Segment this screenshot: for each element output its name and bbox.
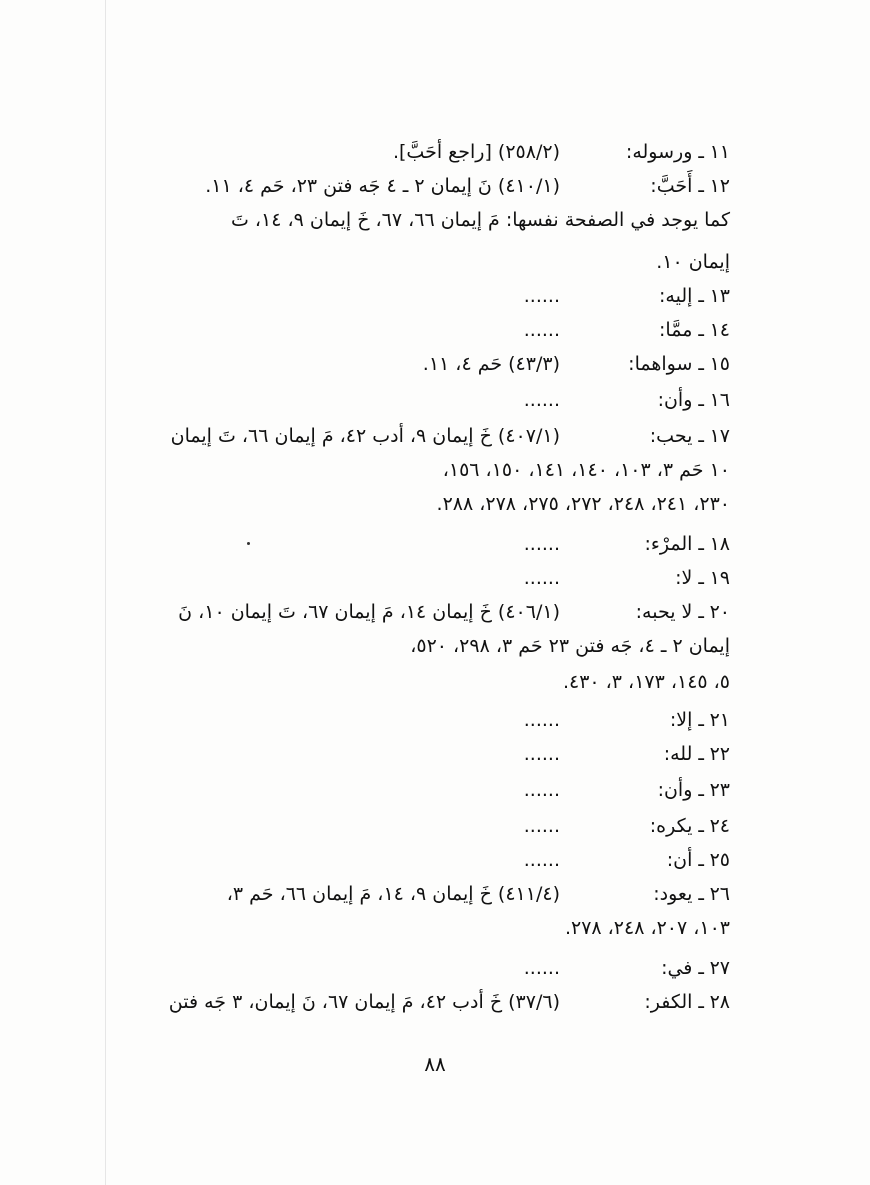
entry-number: ١٦	[709, 389, 730, 411]
entry-row	[130, 530, 730, 558]
stray-dot-mark	[247, 542, 250, 545]
entry-reference: (٤٣/٣) حَم ٤، ١١.	[422, 353, 560, 375]
entry-reference: (٣٧/٦) خَ أدب ٤٢، مَ إيمان ٦٧، نَ إيمان، ٣ جَه فتن	[168, 991, 560, 1013]
entry-row	[130, 988, 730, 1016]
entry-row	[130, 386, 730, 414]
entry-term: ـ لا يحبه:	[635, 601, 704, 623]
entry-continuation: ١٠ حَم ٣، ١٠٣، ١٤٠، ١٤١، ١٥٠، ١٥٦،	[442, 459, 730, 481]
entry-reference: (٢٥٨/٢) [راجع أحَبَّ].	[392, 141, 560, 163]
entry-reference: ......	[523, 389, 560, 411]
entry-reference: (٤٠٧/١) خَ إيمان ٩، أدب ٤٢، مَ إيمان ٦٦، تَ إيمان	[170, 425, 560, 447]
page-number: ٨٨	[424, 1052, 446, 1076]
entry-reference: (٤١١/٤) خَ إيمان ٩، ١٤، مَ إيمان ٦٦، حَم ٣،	[226, 883, 560, 905]
entry-term: ـ أن:	[666, 849, 704, 871]
entry-term: ـ لله:	[663, 743, 704, 765]
entry-number: ٢٣	[709, 779, 730, 801]
entry-row	[130, 776, 730, 804]
entry-number: ٢٧	[709, 957, 730, 979]
entry-number: ١٢	[709, 175, 730, 197]
entry-reference: ......	[523, 743, 560, 765]
entry-row	[130, 706, 730, 734]
entry-number: ١١	[709, 141, 730, 163]
entry-number: ٢٢	[709, 743, 730, 765]
entry-row	[130, 564, 730, 592]
entry-reference: ......	[523, 285, 560, 307]
entry-reference: ......	[523, 815, 560, 837]
entry-term: ـ إليه:	[659, 285, 704, 307]
entry-term: ـ وأن:	[657, 389, 704, 411]
entry-row	[130, 812, 730, 840]
entry-row	[130, 172, 730, 200]
entry-row	[130, 740, 730, 768]
entry-reference: ......	[523, 709, 560, 731]
entry-row	[130, 316, 730, 344]
entry-number: ٢١	[709, 709, 730, 731]
entry-term: ـ يكره:	[649, 815, 704, 837]
entry-continuation: ٥، ١٤٥، ١٧٣، ٣، ٤٣٠.	[562, 671, 730, 693]
entry-row	[130, 846, 730, 874]
entry-continuation: ١٠٣، ٢٠٧، ٢٤٨، ٢٧٨.	[564, 917, 730, 939]
entry-reference: ......	[523, 849, 560, 871]
entry-term: ـ سواهما:	[628, 353, 704, 375]
entry-term: ـ ورسوله:	[625, 141, 704, 163]
entry-reference: ......	[523, 533, 560, 555]
entry-reference: ......	[523, 567, 560, 589]
entry-reference: ......	[523, 319, 560, 341]
entry-number: ١٤	[709, 319, 730, 341]
entry-number: ١٨	[709, 533, 730, 555]
entry-number: ٢٤	[709, 815, 730, 837]
entry-term: ـ في:	[661, 957, 704, 979]
entry-continuation: كما يوجد في الصفحة نفسها: مَ إيمان ٦٦، ٦٧، خَ إيمان ٩، ١٤، تَ	[230, 209, 730, 231]
entry-row	[130, 422, 730, 450]
entry-number: ١٧	[709, 425, 730, 447]
entry-term: ـ الكفر:	[644, 991, 704, 1013]
entry-term: ـ المرْء:	[644, 533, 704, 555]
entry-row	[130, 954, 730, 982]
entry-number: ١٥	[709, 353, 730, 375]
entry-row	[130, 880, 730, 908]
entry-term: ـ إلا:	[669, 709, 704, 731]
entry-number: ١٩	[709, 567, 730, 589]
entry-number: ٢٠	[709, 601, 730, 623]
entry-number: ٢٥	[709, 849, 730, 871]
entry-number: ٢٦	[709, 883, 730, 905]
entry-number: ١٣	[709, 285, 730, 307]
entry-reference: (٤٠٦/١) خَ إيمان ١٤، مَ إيمان ٦٧، تَ إيمان ١٠، نَ	[178, 601, 560, 623]
entry-term: ـ ممَّا:	[659, 319, 704, 341]
entry-term: ـ أَحَبَّ:	[650, 175, 704, 197]
entry-row	[130, 598, 730, 626]
entry-row	[130, 282, 730, 310]
entry-continuation: إيمان ١٠.	[656, 251, 730, 273]
entry-term: ـ لا:	[675, 567, 704, 589]
entry-reference: ......	[523, 957, 560, 979]
entry-term: ـ يعود:	[653, 883, 704, 905]
entry-continuation: ٢٣٠، ٢٤١، ٢٤٨، ٢٧٢، ٢٧٥، ٢٧٨، ٢٨٨.	[436, 493, 730, 515]
entry-number: ٢٨	[709, 991, 730, 1013]
entry-row	[130, 350, 730, 378]
page-gutter-line	[105, 0, 106, 1185]
entry-term: ـ يحب:	[649, 425, 704, 447]
entry-continuation: إيمان ٢ ـ ٤، جَه فتن ٢٣ حَم ٣، ٢٩٨، ٥٢٠،	[410, 635, 730, 657]
entry-reference: ......	[523, 779, 560, 801]
entry-row	[130, 138, 730, 166]
entry-reference: (٤١٠/١) نَ إيمان ٢ ـ ٤ جَه فتن ٢٣، حَم ٤، ١١.	[205, 175, 560, 197]
entry-term: ـ وأن:	[657, 779, 704, 801]
